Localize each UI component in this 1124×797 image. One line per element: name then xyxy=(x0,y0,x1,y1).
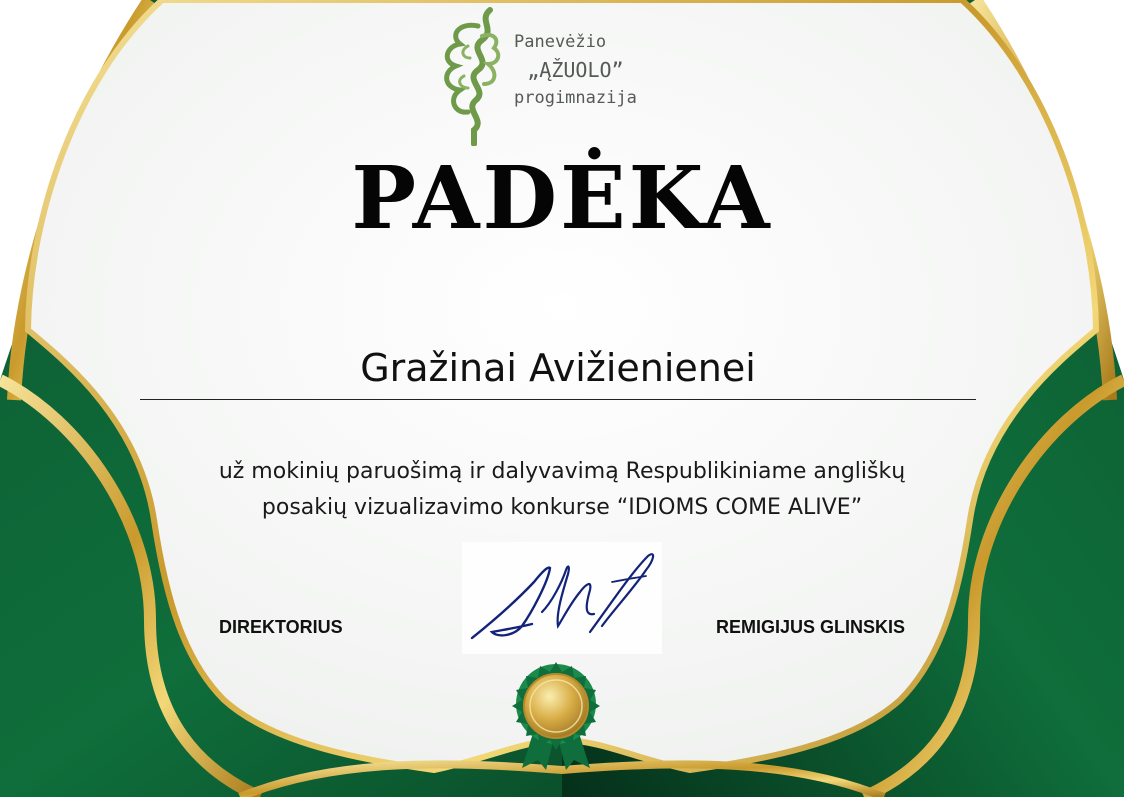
oak-tree-logo-icon xyxy=(438,6,508,146)
recipient-underline xyxy=(140,399,976,400)
certificate-title: PADĖKA xyxy=(351,148,773,249)
school-name xyxy=(514,28,637,112)
school-name-line1: Panevėžio xyxy=(514,32,607,52)
recipient-name: Gražinai Avižienienei xyxy=(360,346,756,390)
school-name-line3: progimnazija xyxy=(514,88,637,108)
school-name-line2: „ĄŽUOLO” xyxy=(527,58,624,82)
signatory-name: REMIGIJUS GLINSKIS xyxy=(716,617,906,637)
signature xyxy=(462,542,662,654)
body-line-1: už mokinių paruošimą ir dalyvavimą Respublikiniame angliškų xyxy=(218,459,906,484)
body-line-2: posakių vizualizavimo konkurse “IDIOMS COME ALIVE” xyxy=(261,495,863,520)
signatory-role: DIREKTORIUS xyxy=(219,617,343,637)
gold-medal-rosette-icon xyxy=(504,660,608,772)
certificate-body xyxy=(0,454,1124,526)
